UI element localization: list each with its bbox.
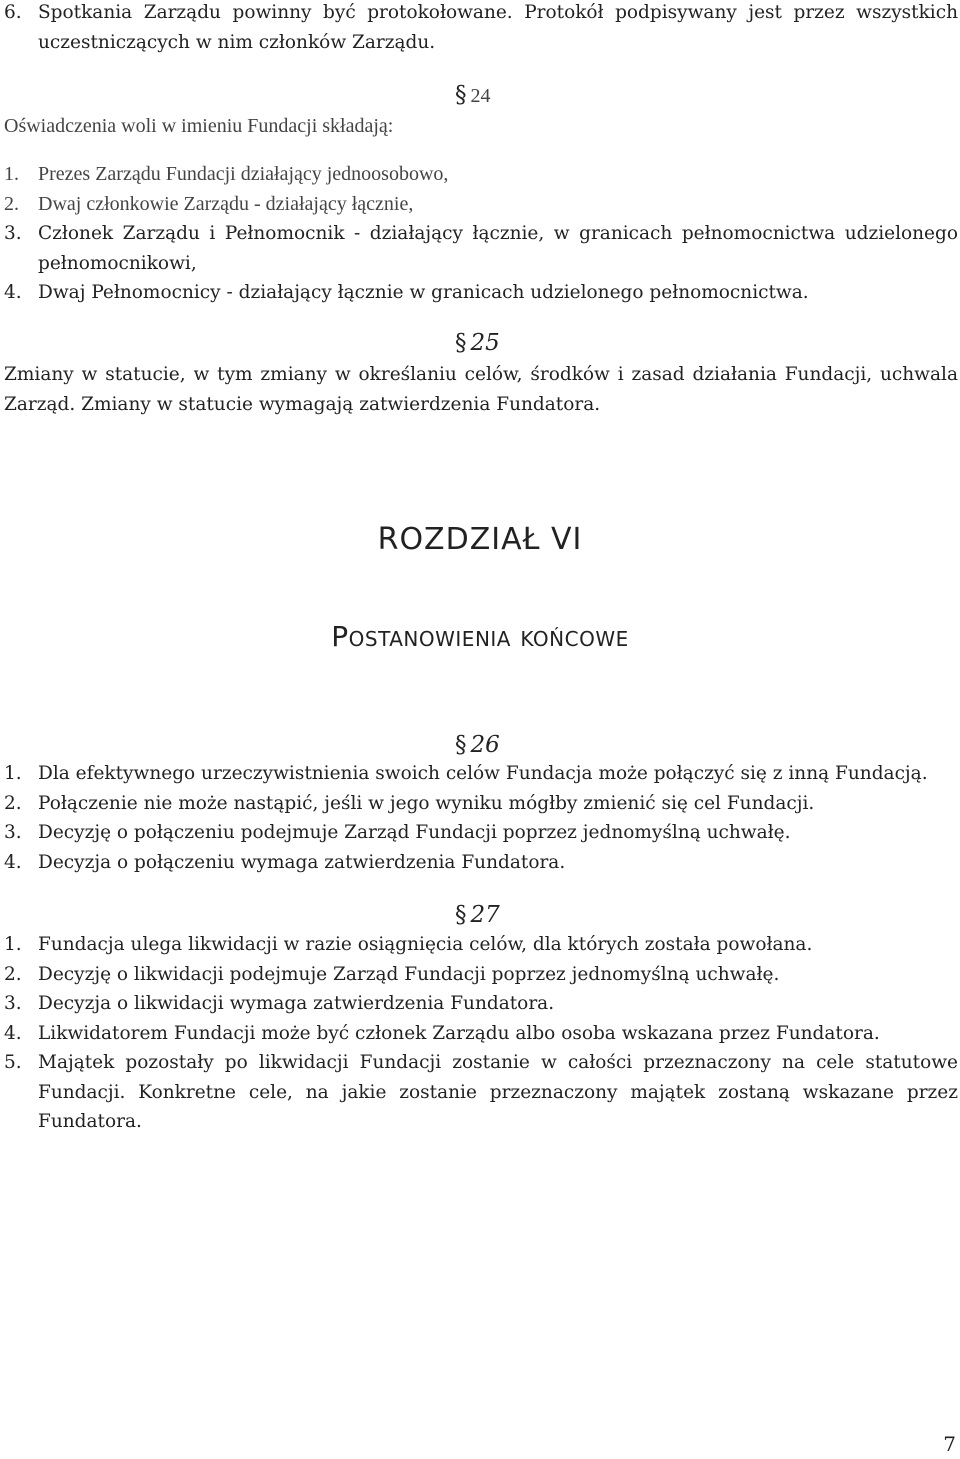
list-item-number: 5. [4,1052,22,1073]
section-symbol: § [455,330,467,356]
list-item-number: 4. [4,1022,22,1044]
list-item-text: Majątek pozostały po likwidacji Fundacji zostanie w całości przeznaczony na cele statutowe Fundacji. Konkretne cele, na jakie zostanie przeznaczony majątek zostaną wskazane przez Fundatora. [38,1052,958,1132]
list-item [4,930,958,960]
list-item-text: Fundacja ulega likwidacji w razie osiągnięcia celów, dla których została powołana. [38,934,813,955]
list-item-number: 2. [4,192,19,215]
list-item [4,1048,958,1137]
list-item-text: Decyzja o połączeniu wymaga zatwierdzenia Fundatora. [38,851,566,873]
section-symbol: § [455,82,467,108]
list-item-text: Dla efektywnego urzeczywistnienia swoich celów Fundacja może połączyć się z inną Fundacją. [38,763,928,784]
list-item [4,219,958,278]
list-item [4,960,958,990]
list-item [4,818,958,848]
list-item-number: 1. [4,163,19,185]
list-item [4,278,958,308]
intro-list [4,0,958,57]
list-item [4,190,958,220]
list-item [4,989,958,1019]
section-24-list [4,160,958,308]
list-item-number: 3. [4,822,22,843]
list-item-text: Decyzja o likwidacji wymaga zatwierdzenia Fundatora. [38,993,555,1014]
list-item-text: Dwaj członkowie Zarządu - działający łącznie, [38,192,414,215]
list-item-number: 2. [4,792,22,814]
chapter-subtitle: Postanowienia końcowe [331,620,629,653]
list-item-number: 1. [4,763,22,784]
section-symbol: § [455,902,467,928]
section-number: 27 [470,902,500,928]
section-symbol: § [455,732,467,758]
list-item [4,789,958,819]
section-26-list [4,759,958,877]
list-item-text: Dwaj Pełnomocnicy - działający łącznie w granicach udzielonego pełnomocnictwa. [38,282,809,303]
list-item [4,160,958,190]
section-number: 26 [470,732,500,758]
section-heading-25 [455,328,500,358]
section-heading-24 [455,80,491,111]
list-item-text: Decyzję o połączeniu podejmuje Zarząd Fundacji poprzez jednomyślną uchwałę. [38,822,791,843]
list-item-number: 3. [4,993,22,1014]
section-heading-26 [455,730,500,760]
list-item-text: Połączenie nie może nastąpić, jeśli w jego wyniku mógłby zmienić się cel Fundacji. [38,792,815,814]
list-item-number: 4. [4,851,22,873]
chapter-title: ROZDZIAŁ VI [377,522,583,557]
list-item-text: Spotkania Zarządu powinny być protokołowane. Protokół podpisywany jest przez wszystkich uczestniczących w nim członków Zarządu. [38,2,958,53]
section-number: 24 [470,85,491,107]
section-24-lead: Oświadczenia woli w imieniu Fundacji składają: [4,115,394,137]
section-heading-27 [455,900,500,930]
list-item-number: 4. [4,282,22,303]
list-item-text: Likwidatorem Fundacji może być członek Zarządu albo osoba wskazana przez Fundatora. [38,1022,880,1044]
list-item-text: Członek Zarządu i Pełnomocnik - działający łącznie, w granicach pełnomocnictwa udzielonego pełnomocnikowi, [38,223,958,274]
section-25-text: Zmiany w statucie, w tym zmiany w określaniu celów, środków i zasad działania Fundacji, uchwala Zarząd. Zmiany w statucie wymagają zatwierdzenia Fundatora. [4,364,958,415]
list-item [4,1019,958,1049]
list-item-number: 1. [4,934,22,955]
section-27-list [4,930,958,1137]
list-item-number: 3. [4,223,22,244]
page-number: 7 [943,1432,956,1456]
list-item-text: Prezes Zarządu Fundacji działający jednoosobowo, [38,163,449,185]
list-item [4,848,958,878]
list-item-number: 6. [4,2,22,23]
list-item [4,0,958,57]
section-number: 25 [470,330,500,356]
list-item-text: Decyzję o likwidacji podejmuje Zarząd Fundacji poprzez jednomyślną uchwałę. [38,963,780,985]
list-item [4,759,958,789]
list-item-number: 2. [4,963,22,985]
